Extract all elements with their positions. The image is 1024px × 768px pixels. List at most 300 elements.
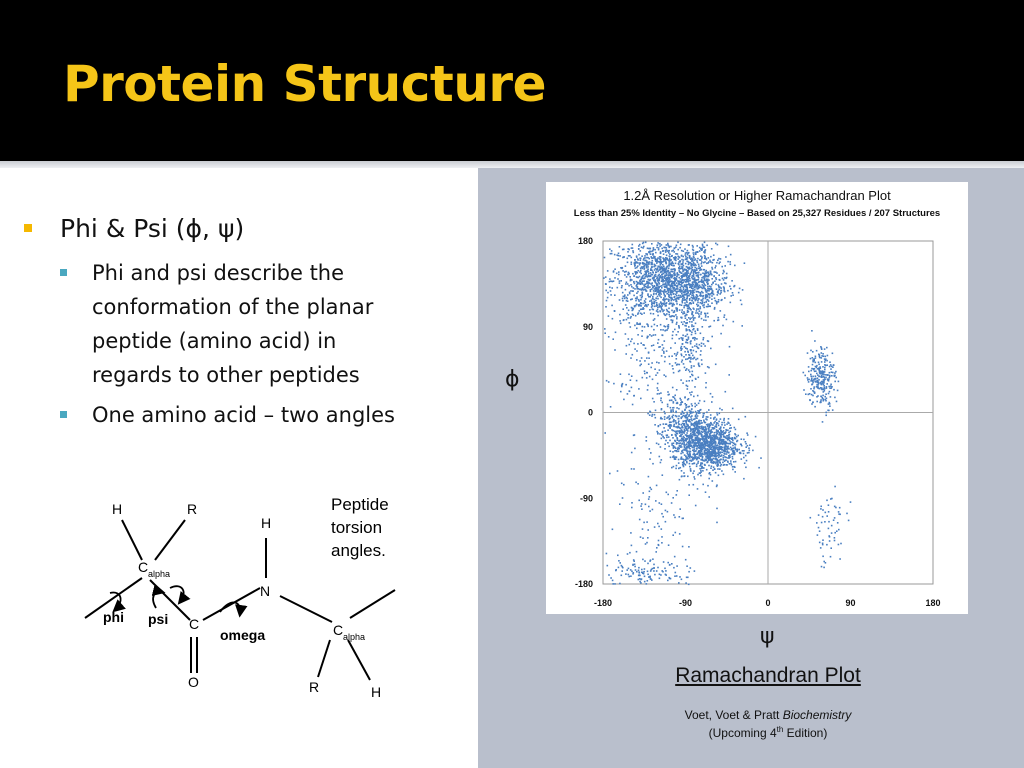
scatter-point	[608, 381, 610, 383]
scatter-point	[715, 442, 717, 444]
scatter-point	[716, 288, 718, 290]
scatter-point	[714, 297, 716, 299]
scatter-point	[647, 304, 649, 306]
scatter-point	[682, 298, 684, 300]
scatter-point	[831, 525, 833, 527]
scatter-point	[676, 490, 678, 492]
scatter-point	[716, 301, 718, 303]
scatter-point	[633, 308, 635, 310]
scatter-point	[630, 317, 632, 319]
scatter-point	[634, 448, 636, 450]
scatter-point	[610, 294, 612, 296]
scatter-point	[673, 447, 675, 449]
scatter-point	[643, 303, 645, 305]
scatter-point	[813, 386, 815, 388]
scatter-point	[614, 310, 616, 312]
scatter-point	[817, 386, 819, 388]
scatter-point	[734, 471, 736, 473]
scatter-point	[695, 378, 697, 380]
scatter-point	[662, 264, 664, 266]
scatter-point	[634, 283, 636, 285]
scatter-point	[632, 290, 634, 292]
scatter-point	[704, 269, 706, 271]
scatter-point	[650, 291, 652, 293]
scatter-point	[840, 543, 842, 545]
scatter-point	[699, 306, 701, 308]
scatter-point	[676, 358, 678, 360]
scatter-point	[638, 579, 640, 581]
scatter-point	[682, 335, 684, 337]
scatter-point	[724, 459, 726, 461]
scatter-point	[707, 366, 709, 368]
scatter-point	[693, 273, 695, 275]
scatter-point	[669, 363, 671, 365]
scatter-point	[619, 299, 621, 301]
scatter-point	[701, 426, 703, 428]
scatter-point	[689, 257, 691, 259]
scatter-point	[672, 269, 674, 271]
scatter-point	[658, 544, 660, 546]
scatter-point	[823, 355, 825, 357]
scatter-point	[822, 371, 824, 373]
scatter-point	[693, 326, 695, 328]
sub-bullet-line: Phi and psi describe the	[92, 261, 345, 285]
scatter-point	[704, 258, 706, 260]
scatter-point	[612, 529, 614, 531]
scatter-point	[649, 411, 651, 413]
scatter-point	[628, 249, 630, 251]
scatter-point	[722, 459, 724, 461]
scatter-point	[682, 295, 684, 297]
scatter-point	[690, 429, 692, 431]
scatter-point	[712, 444, 714, 446]
scatter-point	[657, 261, 659, 263]
scatter-point	[826, 386, 828, 388]
scatter-point	[824, 377, 826, 379]
scatter-point	[626, 313, 628, 315]
scatter-point	[705, 301, 707, 303]
scatter-point	[671, 263, 673, 265]
scatter-point	[678, 415, 680, 417]
scatter-point	[839, 507, 841, 509]
scatter-point	[636, 359, 638, 361]
scatter-point	[727, 448, 729, 450]
scatter-point	[702, 244, 704, 246]
scatter-point	[703, 246, 705, 248]
scatter-point	[655, 282, 657, 284]
scatter-point	[682, 343, 684, 345]
scatter-point	[659, 269, 661, 271]
scatter-point	[669, 253, 671, 255]
scatter-point	[699, 450, 701, 452]
scatter-point	[699, 259, 701, 261]
scatter-point	[666, 278, 668, 280]
scatter-point	[686, 412, 688, 414]
scatter-point	[742, 289, 744, 291]
scatter-point	[641, 278, 643, 280]
scatter-point	[689, 426, 691, 428]
scatter-point	[826, 398, 828, 400]
scatter-point	[690, 394, 692, 396]
scatter-point	[694, 570, 696, 572]
scatter-point	[836, 401, 838, 403]
scatter-point	[638, 570, 640, 572]
scatter-point	[686, 281, 688, 283]
scatter-point	[678, 325, 680, 327]
scatter-point	[662, 335, 664, 337]
scatter-point	[673, 421, 675, 423]
scatter-point	[705, 372, 707, 374]
scatter-point	[669, 440, 671, 442]
scatter-point	[696, 308, 698, 310]
scatter-point	[834, 486, 836, 488]
scatter-point	[665, 285, 667, 287]
scatter-point	[712, 268, 714, 270]
scatter-point	[644, 257, 646, 259]
scatter-point	[691, 403, 693, 405]
scatter-point	[627, 553, 629, 555]
scatter-point	[712, 262, 714, 264]
scatter-point	[631, 338, 633, 340]
scatter-point	[650, 256, 652, 258]
scatter-point	[698, 433, 700, 435]
scatter-point	[685, 559, 687, 561]
scatter-point	[629, 552, 631, 554]
scatter-point	[693, 448, 695, 450]
header-divider	[0, 161, 1024, 168]
scatter-point	[728, 418, 730, 420]
scatter-point	[660, 301, 662, 303]
scatter-point	[816, 522, 818, 524]
scatter-point	[657, 307, 659, 309]
scatter-point	[677, 249, 679, 251]
scatter-point	[649, 491, 651, 493]
x-tick-label: 180	[925, 598, 941, 608]
scatter-point	[673, 442, 675, 444]
scatter-point	[710, 414, 712, 416]
scatter-point	[707, 286, 709, 288]
scatter-point	[830, 384, 832, 386]
scatter-point	[680, 295, 682, 297]
scatter-point	[720, 258, 722, 260]
scatter-point	[719, 408, 721, 410]
scatter-point	[660, 264, 662, 266]
scatter-point	[659, 256, 661, 258]
scatter-point	[627, 258, 629, 260]
scatter-point	[828, 521, 830, 523]
scatter-point	[667, 288, 669, 290]
scatter-point	[684, 446, 686, 448]
scatter-point	[684, 313, 686, 315]
scatter-point	[630, 357, 632, 359]
scatter-point	[736, 441, 738, 443]
y-tick-label: 0	[587, 407, 593, 418]
scatter-point	[716, 486, 718, 488]
scatter-point	[706, 448, 708, 450]
scatter-point	[647, 529, 649, 531]
scatter-point	[682, 458, 684, 460]
scatter-point	[651, 345, 653, 347]
scatter-point	[728, 436, 730, 438]
scatter-point	[661, 355, 663, 357]
scatter-point	[607, 292, 609, 294]
scatter-point	[660, 261, 662, 263]
scatter-point	[722, 325, 724, 327]
scatter-point	[823, 561, 825, 563]
scatter-point	[693, 319, 695, 321]
scatter-point	[670, 269, 672, 271]
scatter-point	[710, 442, 712, 444]
scatter-point	[722, 443, 724, 445]
scatter-point	[671, 355, 673, 357]
scatter-point	[725, 437, 727, 439]
scatter-point	[838, 544, 840, 546]
scatter-point	[812, 395, 814, 397]
scatter-point	[705, 291, 707, 293]
scatter-point	[836, 530, 838, 532]
scatter-point	[673, 426, 675, 428]
scatter-point	[702, 416, 704, 418]
scatter-point	[688, 272, 690, 274]
scatter-point	[699, 426, 701, 428]
scatter-point	[676, 300, 678, 302]
scatter-point	[748, 452, 750, 454]
scatter-point	[610, 280, 612, 282]
label-h: H	[112, 501, 123, 517]
scatter-point	[685, 256, 687, 258]
scatter-point	[837, 522, 839, 524]
scatter-point	[698, 442, 700, 444]
scatter-point	[745, 467, 747, 469]
scatter-point	[670, 274, 672, 276]
scatter-point	[631, 387, 633, 389]
scatter-point	[833, 375, 835, 377]
x-tick-label: -180	[593, 598, 613, 608]
scatter-point	[649, 296, 651, 298]
scatter-point	[693, 318, 695, 320]
scatter-point	[707, 455, 709, 457]
scatter-point	[684, 351, 686, 353]
scatter-point	[658, 346, 660, 348]
scatter-point	[671, 264, 673, 266]
scatter-point	[640, 295, 642, 297]
scatter-point	[720, 452, 722, 454]
scatter-point	[682, 286, 684, 288]
scatter-point	[676, 443, 678, 445]
label-psi: psi	[148, 611, 169, 627]
scatter-point	[614, 254, 616, 256]
scatter-point	[721, 422, 723, 424]
scatter-point	[713, 427, 715, 429]
scatter-point	[676, 575, 678, 577]
scatter-point	[690, 343, 692, 345]
scatter-point	[667, 326, 669, 328]
scatter-point	[715, 463, 717, 465]
scatter-point	[622, 567, 624, 569]
scatter-point	[655, 417, 657, 419]
scatter-point	[684, 302, 686, 304]
scatter-point	[645, 290, 647, 292]
scatter-point	[703, 307, 705, 309]
scatter-point	[713, 294, 715, 296]
scatter-point	[618, 560, 620, 562]
scatter-point	[692, 245, 694, 247]
scatter-point	[815, 357, 817, 359]
scatter-point	[707, 416, 709, 418]
scatter-point	[696, 294, 698, 296]
scatter-point	[835, 371, 837, 373]
scatter-point	[714, 432, 716, 434]
scatter-point	[698, 288, 700, 290]
scatter-point	[807, 352, 809, 354]
scatter-point	[681, 296, 683, 298]
scatter-point	[747, 434, 749, 436]
scatter-point	[706, 272, 708, 274]
scatter-point	[678, 582, 680, 584]
scatter-point	[650, 272, 652, 274]
scatter-point	[682, 382, 684, 384]
scatter-point	[622, 292, 624, 294]
scatter-point	[654, 256, 656, 258]
scatter-point	[684, 431, 686, 433]
scatter-point	[651, 335, 653, 337]
scatter-point	[741, 325, 743, 327]
scatter-point	[669, 272, 671, 274]
scatter-point	[682, 359, 684, 361]
scatter-point	[812, 376, 814, 378]
scatter-point	[672, 497, 674, 499]
scatter-point	[706, 440, 708, 442]
scatter-point	[689, 448, 691, 450]
scatter-point	[676, 433, 678, 435]
scatter-point	[705, 298, 707, 300]
scatter-point	[625, 353, 627, 355]
scatter-point	[654, 414, 656, 416]
label-r: R	[187, 501, 198, 517]
scatter-point	[641, 357, 643, 359]
scatter-point	[698, 403, 700, 405]
scatter-point	[715, 265, 717, 267]
scatter-point	[700, 439, 702, 441]
scatter-point	[688, 307, 690, 309]
scatter-point	[718, 460, 720, 462]
scatter-point	[663, 351, 665, 353]
scatter-point	[705, 442, 707, 444]
scatter-point	[636, 296, 638, 298]
scatter-point	[710, 435, 712, 437]
scatter-point	[706, 263, 708, 265]
scatter-point	[685, 304, 687, 306]
scatter-point	[642, 247, 644, 249]
scatter-point	[701, 303, 703, 305]
scatter-point	[649, 487, 651, 489]
scatter-point	[676, 389, 678, 391]
scatter-point	[685, 405, 687, 407]
scatter-point	[634, 564, 636, 566]
scatter-point	[653, 249, 655, 251]
scatter-point	[629, 293, 631, 295]
scatter-point	[655, 268, 657, 270]
scatter-point	[668, 296, 670, 298]
scatter-point	[663, 250, 665, 252]
scatter-point	[669, 259, 671, 261]
scatter-point	[646, 286, 648, 288]
scatter-point	[673, 466, 675, 468]
scatter-point	[818, 362, 820, 364]
scatter-point	[679, 370, 681, 372]
scatter-point	[703, 283, 705, 285]
scatter-point	[613, 383, 615, 385]
scatter-point	[643, 289, 645, 291]
scatter-point	[682, 427, 684, 429]
x-tick-label: 0	[765, 598, 771, 608]
scatter-point	[691, 438, 693, 440]
scatter-point	[622, 497, 624, 499]
scatter-point	[808, 366, 810, 368]
scatter-point	[642, 268, 644, 270]
scatter-point	[699, 269, 701, 271]
scatter-point	[699, 285, 701, 287]
scatter-point	[651, 489, 653, 491]
scatter-point	[698, 272, 700, 274]
scatter-point	[678, 451, 680, 453]
scatter-point	[639, 360, 641, 362]
scatter-point	[661, 268, 663, 270]
sub-bullet-line: regards to other peptides	[92, 363, 360, 387]
scatter-point	[643, 278, 645, 280]
scatter-point	[691, 423, 693, 425]
scatter-point	[681, 440, 683, 442]
scatter-point	[666, 280, 668, 282]
scatter-point	[644, 263, 646, 265]
scatter-point	[713, 447, 715, 449]
scatter-point	[662, 474, 664, 476]
scatter-point	[689, 357, 691, 359]
diagram-caption-line: angles.	[331, 541, 386, 560]
scatter-point	[658, 247, 660, 249]
scatter-point	[647, 537, 649, 539]
scatter-point	[653, 266, 655, 268]
scatter-point	[644, 370, 646, 372]
scatter-point	[671, 434, 673, 436]
scatter-point	[729, 434, 731, 436]
scatter-point	[720, 430, 722, 432]
scatter-point	[653, 301, 655, 303]
scatter-point	[732, 456, 734, 458]
scatter-point	[638, 304, 640, 306]
scatter-point	[826, 515, 828, 517]
scatter-point	[695, 333, 697, 335]
scatter-point	[694, 269, 696, 271]
scatter-point	[688, 354, 690, 356]
scatter-point	[655, 334, 657, 336]
scatter-point	[604, 332, 606, 334]
scatter-point	[670, 276, 672, 278]
scatter-point	[701, 318, 703, 320]
scatter-point	[666, 244, 668, 246]
y-tick-label: -90	[579, 493, 593, 504]
scatter-point	[723, 433, 725, 435]
scatter-point	[711, 267, 713, 269]
scatter-point	[809, 399, 811, 401]
scatter-point	[638, 245, 640, 247]
scatter-point	[822, 509, 824, 511]
scatter-point	[696, 310, 698, 312]
scatter-point	[689, 438, 691, 440]
scatter-point	[637, 265, 639, 267]
scatter-point	[637, 343, 639, 345]
scatter-point	[645, 242, 647, 244]
